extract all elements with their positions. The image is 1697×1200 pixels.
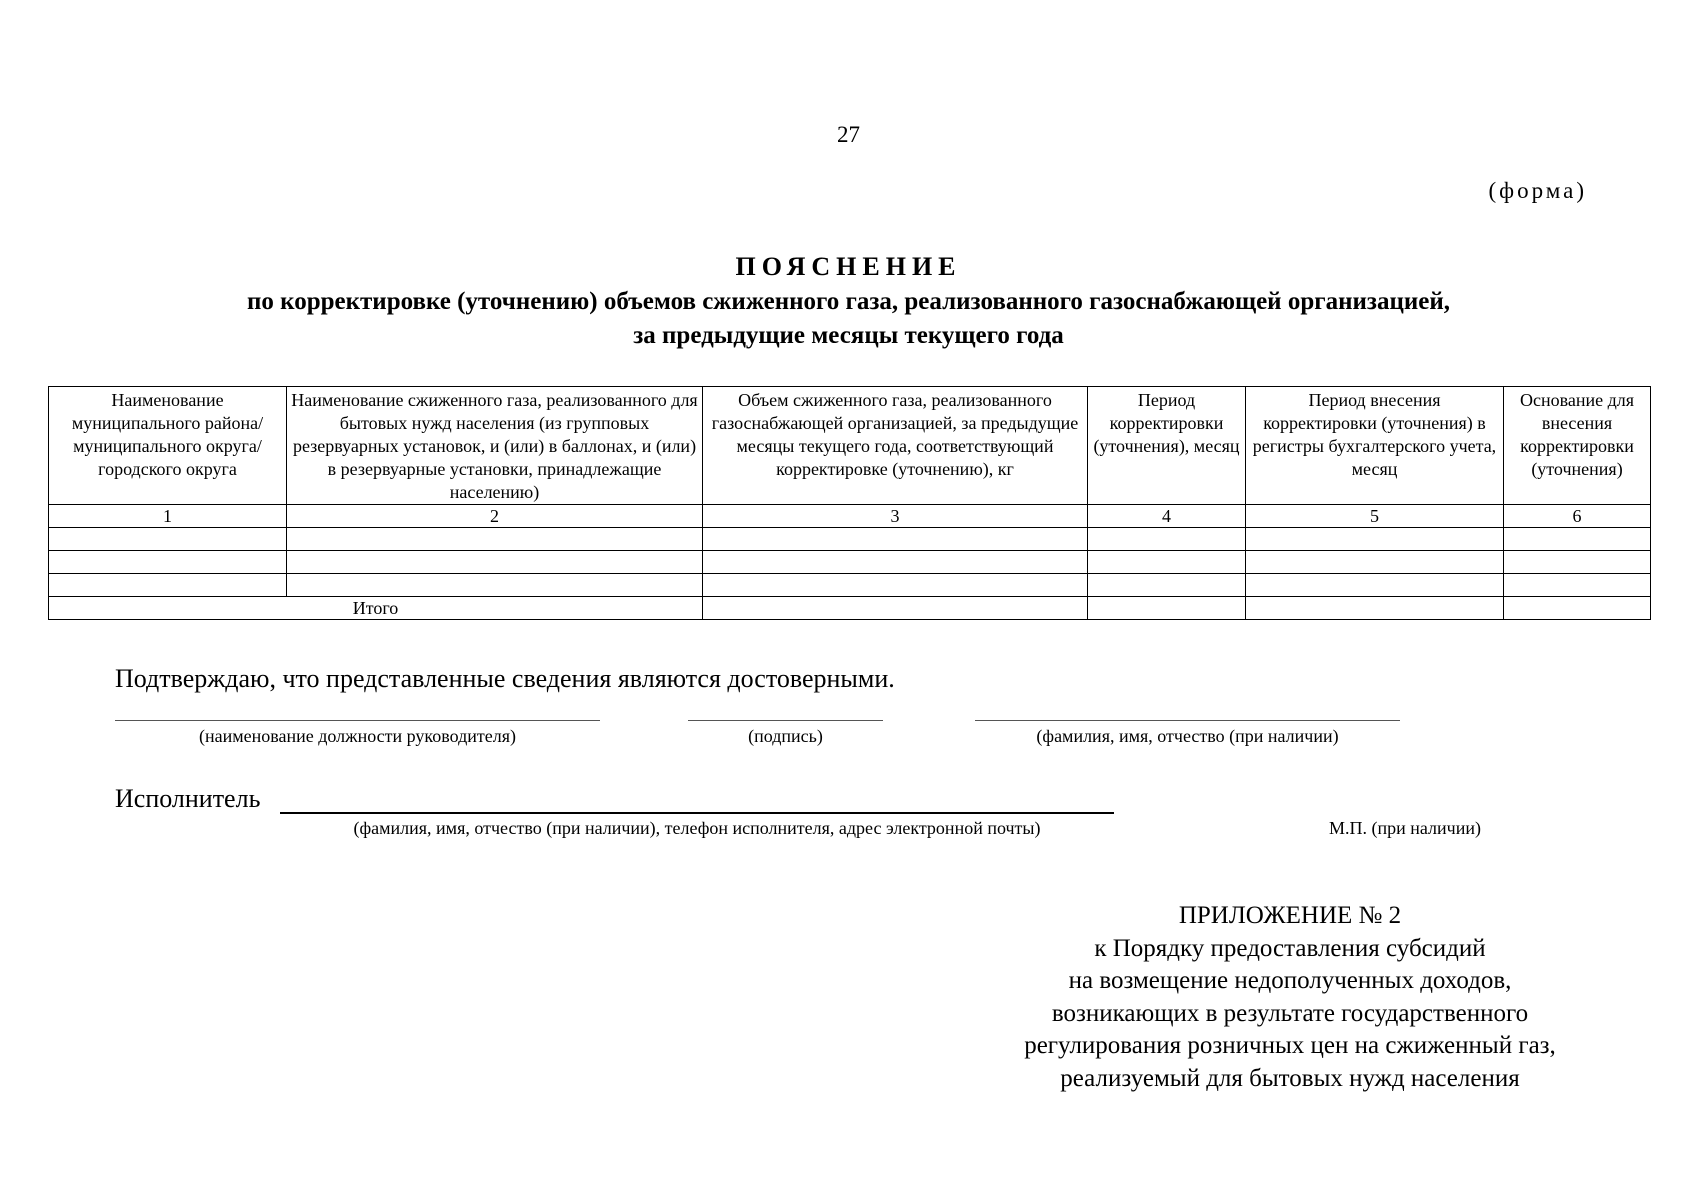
table-cell[interactable] bbox=[1504, 574, 1651, 597]
position-caption: (наименование должности руководителя) bbox=[198, 726, 517, 746]
column-number: 1 bbox=[49, 505, 287, 528]
table-cell[interactable] bbox=[1246, 528, 1504, 551]
table-cell[interactable] bbox=[1088, 551, 1246, 574]
table-cell[interactable] bbox=[287, 528, 703, 551]
signature-line[interactable] bbox=[688, 720, 883, 721]
total-label: Итого bbox=[49, 597, 703, 620]
table-cell[interactable] bbox=[703, 528, 1088, 551]
document-subtitle-line1: по корректировке (уточнению) объемов сжиженного газа, реализованного газоснабжающей организацией, bbox=[246, 288, 1451, 315]
table-cell[interactable] bbox=[1246, 597, 1504, 620]
table-cell[interactable] bbox=[1504, 528, 1651, 551]
table-cell[interactable] bbox=[703, 597, 1088, 620]
executor-label: Исполнитель bbox=[115, 784, 261, 813]
table-header-cell: Наименование сжиженного газа, реализованного для бытовых нужд населения (из групповых резервуарных установок, и (или) в баллонах, и (или) в резервуарные установки, принадлежащие населению) bbox=[287, 387, 703, 505]
table-cell[interactable] bbox=[1504, 597, 1651, 620]
appendix-line: регулирования розничных цен на сжиженный газ, bbox=[1024, 1032, 1556, 1059]
page-number: 27 bbox=[837, 122, 860, 147]
table-header-cell: Наименование муниципального района/ муниципального округа/ городского округа bbox=[49, 387, 287, 505]
table-cell[interactable] bbox=[49, 528, 287, 551]
table-cell[interactable] bbox=[1088, 574, 1246, 597]
signature-caption: (подпись) bbox=[748, 726, 823, 746]
table-cell[interactable] bbox=[49, 551, 287, 574]
table-cell[interactable] bbox=[1504, 551, 1651, 574]
name-caption: (фамилия, имя, отчество (при наличии) bbox=[1036, 726, 1339, 746]
appendix-block bbox=[960, 900, 1620, 1095]
column-number: 5 bbox=[1246, 505, 1504, 528]
column-number: 6 bbox=[1504, 505, 1651, 528]
table-cell[interactable] bbox=[1088, 528, 1246, 551]
table-header-cell: Период корректировки (уточнения), месяц bbox=[1088, 387, 1246, 505]
table-cell[interactable] bbox=[49, 574, 287, 597]
column-number-row bbox=[49, 505, 1651, 528]
confirmation-statement: Подтверждаю, что представленные сведения являются достоверными. bbox=[115, 664, 895, 693]
table-header-cell: Период внесения корректировки (уточнения) в регистры бухгалтерского учета, месяц bbox=[1246, 387, 1504, 505]
table-cell[interactable] bbox=[1246, 574, 1504, 597]
position-signature-line[interactable] bbox=[115, 720, 600, 721]
table-header-row bbox=[49, 387, 1651, 505]
table-cell[interactable] bbox=[287, 574, 703, 597]
appendix-line: к Порядку предоставления субсидий bbox=[1094, 934, 1486, 962]
table-cell[interactable] bbox=[703, 574, 1088, 597]
table-row bbox=[49, 551, 1651, 574]
column-number: 4 bbox=[1088, 505, 1246, 528]
table-row bbox=[49, 574, 1651, 597]
table-header-cell: Объем сжиженного газа, реализованного газоснабжающей организацией, за предыдущие месяцы текущего года, соответствующий корректировке (уточнению), кг bbox=[703, 387, 1088, 505]
executor-line[interactable] bbox=[280, 812, 1114, 814]
table-cell[interactable] bbox=[1088, 597, 1246, 620]
total-row bbox=[49, 597, 1651, 620]
document-title: ПОЯСНЕНИЕ bbox=[735, 252, 962, 281]
form-label: (форма) bbox=[1488, 178, 1587, 203]
appendix-line: реализуемый для бытовых нужд населения bbox=[1060, 1064, 1520, 1092]
column-number: 2 bbox=[287, 505, 703, 528]
name-signature-line[interactable] bbox=[975, 720, 1400, 721]
form-table bbox=[48, 386, 1651, 620]
table-cell[interactable] bbox=[287, 551, 703, 574]
appendix-line: на возмещение недополученных доходов, bbox=[1068, 967, 1512, 994]
document-subtitle-line2: за предыдущие месяцы текущего года bbox=[633, 322, 1064, 349]
stamp-caption: М.П. (при наличии) bbox=[1329, 818, 1481, 838]
table-row bbox=[49, 528, 1651, 551]
appendix-heading: ПРИЛОЖЕНИЕ № 2 bbox=[1178, 902, 1402, 929]
column-number: 3 bbox=[703, 505, 1088, 528]
executor-caption: (фамилия, имя, отчество (при наличии), телефон исполнителя, адрес электронной почты) bbox=[353, 818, 1041, 838]
table-header-cell: Основание для внесения корректировки (уточнения) bbox=[1504, 387, 1651, 505]
table-cell[interactable] bbox=[703, 551, 1088, 574]
appendix-line: возникающих в результате государственного bbox=[1051, 999, 1529, 1027]
table-cell[interactable] bbox=[1246, 551, 1504, 574]
